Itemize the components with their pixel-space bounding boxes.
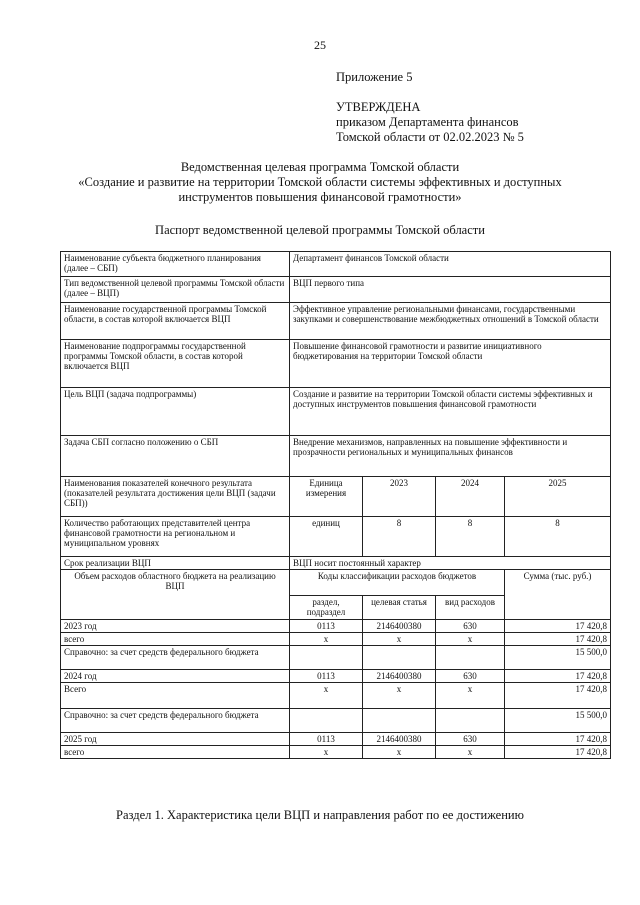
budget-sum: 17 420,8 <box>505 620 611 633</box>
budget-label: Объем расходов областного бюджета на реализацию ВЦП <box>61 570 290 620</box>
term-value: ВЦП носит постоянный характер <box>290 557 611 570</box>
page-number: 25 <box>314 38 326 52</box>
indicator-value: 8 <box>436 517 505 557</box>
section-heading: Раздел 1. Характеристика цели ВЦП и направления работ по ее достижению <box>116 808 524 822</box>
approval-line-2: приказом Департамента финансов <box>336 115 519 129</box>
budget-article: 2146400380 <box>363 620 436 633</box>
table-row <box>61 277 611 303</box>
info-label: Наименование государственной программы Томской области, в состав которой включается ВЦП <box>61 303 290 340</box>
info-value: Повышение финансовой грамотности и развитие инициативного бюджетирования на территории Томской области <box>290 340 611 388</box>
budget-type <box>436 709 505 733</box>
passport-table <box>60 251 611 759</box>
budget-type: х <box>436 683 505 709</box>
budget-section <box>290 646 363 670</box>
indicator-label: Количество работающих представителей центра финансовой грамотности на региональном и муниципальном уровнях <box>61 517 290 557</box>
program-title-line-3: инструментов повышения финансовой грамотности» <box>178 190 462 204</box>
budget-sum: 17 420,8 <box>505 683 611 709</box>
indicator-header-label: Наименования показателей конечного результата (показателей результата достижения цели ВЦП (задачи СБП)) <box>61 477 290 517</box>
appendix-label: Приложение 5 <box>336 70 413 84</box>
budget-article: 2146400380 <box>363 670 436 683</box>
budget-section: х <box>290 633 363 646</box>
budget-sum: 15 500,0 <box>505 646 611 670</box>
col-type-header: вид расходов <box>436 596 505 620</box>
table-row <box>61 709 611 733</box>
table-row <box>61 733 611 746</box>
col-section-header: раздел, подраздел <box>290 596 363 620</box>
approval-block <box>336 100 524 145</box>
table-row <box>61 436 611 477</box>
table-row <box>61 388 611 436</box>
info-value: Внедрение механизмов, направленных на повышение эффективности и прозрачности региональных и муниципальных финансов <box>290 436 611 477</box>
budget-sum: 15 500,0 <box>505 709 611 733</box>
budget-sum: 17 420,8 <box>505 746 611 759</box>
table-row <box>61 303 611 340</box>
table-row <box>61 620 611 633</box>
budget-article: 2146400380 <box>363 733 436 746</box>
year-header: 2024 <box>436 477 505 517</box>
table-row <box>61 670 611 683</box>
table-row <box>61 633 611 646</box>
indicator-value: 8 <box>505 517 611 557</box>
info-label: Задача СБП согласно положению о СБП <box>61 436 290 477</box>
program-title <box>20 160 620 205</box>
budget-article <box>363 709 436 733</box>
budget-row-label: 2023 год <box>61 620 290 633</box>
approval-line-3: Томской области от 02.02.2023 № 5 <box>336 130 524 144</box>
indicator-unit: единиц <box>290 517 363 557</box>
budget-section <box>290 709 363 733</box>
budget-type: 630 <box>436 670 505 683</box>
approval-line-1: УТВЕРЖДЕНА <box>336 100 421 114</box>
budget-row-label: Справочно: за счет средств федерального бюджета <box>61 646 290 670</box>
budget-section: 0113 <box>290 620 363 633</box>
year-header: 2025 <box>505 477 611 517</box>
budget-article <box>363 646 436 670</box>
budget-header-row <box>61 570 611 596</box>
budget-section: х <box>290 683 363 709</box>
budget-type: 630 <box>436 620 505 633</box>
budget-row-label: 2024 год <box>61 670 290 683</box>
table-row <box>61 746 611 759</box>
budget-sum: 17 420,8 <box>505 633 611 646</box>
budget-sum: 17 420,8 <box>505 733 611 746</box>
info-label: Цель ВЦП (задача подпрограммы) <box>61 388 290 436</box>
budget-row-label: 2025 год <box>61 733 290 746</box>
budget-section: 0113 <box>290 670 363 683</box>
info-value: Эффективное управление региональными финансами, государственными закупками и совершенствование межбюджетных отношений в Томской области <box>290 303 611 340</box>
codes-header: Коды классификации расходов бюджетов <box>290 570 505 596</box>
budget-row-label: всего <box>61 633 290 646</box>
budget-article: х <box>363 633 436 646</box>
program-title-line-2: «Создание и развитие на территории Томской области системы эффективных и доступных <box>78 175 562 189</box>
program-title-line-1: Ведомственная целевая программа Томской области <box>180 160 460 174</box>
info-label: Наименование субъекта бюджетного планирования (далее – СБП) <box>61 252 290 277</box>
indicator-value: 8 <box>363 517 436 557</box>
budget-section: 0113 <box>290 733 363 746</box>
budget-article: х <box>363 683 436 709</box>
budget-type <box>436 646 505 670</box>
budget-row-label: всего <box>61 746 290 759</box>
term-label: Срок реализации ВЦП <box>61 557 290 570</box>
table-row <box>61 252 611 277</box>
table-row <box>61 340 611 388</box>
indicator-header-row <box>61 477 611 517</box>
info-value: ВЦП первого типа <box>290 277 611 303</box>
budget-section: х <box>290 746 363 759</box>
year-header: 2023 <box>363 477 436 517</box>
budget-article: х <box>363 746 436 759</box>
info-value: Создание и развитие на территории Томской области системы эффективных и доступных инструментов повышения финансовой грамотности <box>290 388 611 436</box>
budget-row-label: Справочно: за счет средств федерального бюджета <box>61 709 290 733</box>
budget-row-label: Всего <box>61 683 290 709</box>
info-label: Наименование подпрограммы государственной программы Томской области, в состав которой включается ВЦП <box>61 340 290 388</box>
budget-sum: 17 420,8 <box>505 670 611 683</box>
passport-title: Паспорт ведомственной целевой программы Томской области <box>155 223 485 237</box>
info-label: Тип ведомственной целевой программы Томской области (далее – ВЦП) <box>61 277 290 303</box>
term-row <box>61 557 611 570</box>
sum-header: Сумма (тыс. руб.) <box>505 570 611 620</box>
indicator-row <box>61 517 611 557</box>
col-article-header: целевая статья <box>363 596 436 620</box>
budget-type: х <box>436 633 505 646</box>
unit-header: Единица измерения <box>290 477 363 517</box>
info-value: Департамент финансов Томской области <box>290 252 611 277</box>
table-row <box>61 683 611 709</box>
table-row <box>61 646 611 670</box>
budget-type: 630 <box>436 733 505 746</box>
budget-type: х <box>436 746 505 759</box>
